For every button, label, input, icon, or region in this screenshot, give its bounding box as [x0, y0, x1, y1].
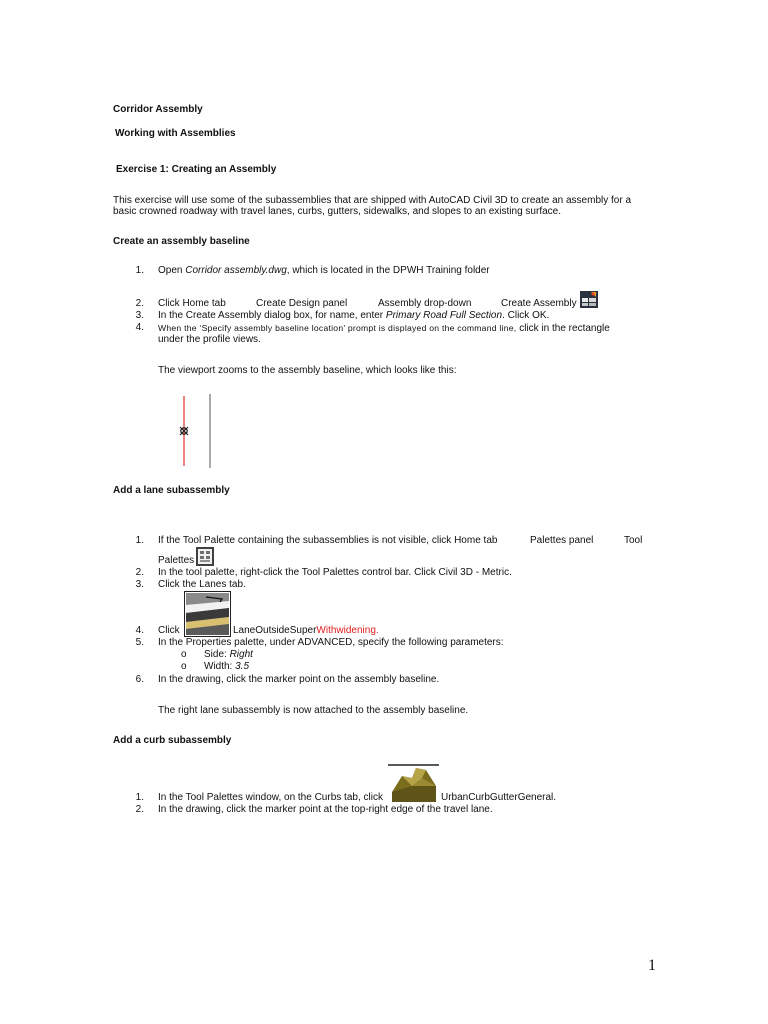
- baseline-marker-icon: [180, 427, 188, 435]
- section-heading-baseline: Create an assembly baseline: [113, 236, 250, 247]
- step-text: In the drawing, click the marker point on the assembly baseline.: [158, 674, 440, 685]
- tool-palettes-icon: [196, 547, 214, 566]
- step-number: 2.: [135, 298, 144, 309]
- param-width: Width: 3.5: [204, 661, 250, 672]
- step-text: Open Corridor assembly.dwg, which is located in the DPWH Training folder: [158, 265, 490, 276]
- step-text: In the Tool Palettes window, on the Curbs tab, click: [158, 792, 383, 803]
- step-number: 6.: [135, 674, 144, 685]
- step-number: 4.: [135, 322, 144, 333]
- step-number: 1.: [135, 535, 144, 546]
- assembly-baseline-figure: [170, 392, 220, 470]
- param-side: Side: Right: [204, 649, 253, 660]
- intro-line-1: This exercise will use some of the subassemblies that are shipped with AutoCAD Civil 3D to create an assembly for a: [113, 195, 632, 206]
- step-text-palettes: Palettes: [158, 555, 195, 566]
- step-text: In the drawing, click the marker point at the top-right edge of the travel lane.: [158, 804, 493, 815]
- note-text: The right lane subassembly is now attached to the assembly baseline.: [158, 705, 469, 716]
- step-text: In the Properties palette, under ADVANCED, specify the following parameters:: [158, 637, 504, 648]
- lane-subassembly-icon: [184, 591, 231, 637]
- step-text-home-tab: Click Home tab: [158, 298, 226, 309]
- intro-line-2: basic crowned roadway with travel lanes, curbs, gutters, sidewalks, and slopes to an existing surface.: [113, 206, 561, 217]
- step-number: 3.: [135, 310, 144, 321]
- step-text-assembly-dropdown: Assembly drop-down: [378, 298, 472, 309]
- document-subtitle: Working with Assemblies: [115, 128, 236, 139]
- page-number: 1: [648, 957, 656, 974]
- exercise-title: Exercise 1: Creating an Assembly: [116, 164, 277, 175]
- step-text-design-panel: Create Design panel: [256, 298, 348, 309]
- curb-subassembly-name: UrbanCurbGutterGeneral.: [441, 792, 557, 803]
- step-text: When the ‘Specify assembly baseline location’ prompt is displayed on the command line, click in the rectangle: [158, 323, 610, 334]
- document-title: Corridor Assembly: [113, 104, 203, 115]
- note-text: The viewport zooms to the assembly baseline, which looks like this:: [158, 365, 457, 376]
- step-number: 4.: [135, 625, 144, 636]
- step-text: If the Tool Palette containing the subassemblies is not visible, click Home tab: [158, 535, 498, 546]
- step-number: 2.: [135, 567, 144, 578]
- step-text: Click the Lanes tab.: [158, 579, 246, 590]
- create-assembly-icon: [580, 291, 598, 308]
- step-number: 5.: [135, 637, 144, 648]
- step-number: 2.: [135, 804, 144, 815]
- lane-subassembly-name: LaneOutsideSuperWithwidening.: [233, 625, 379, 636]
- section-heading-lane: Add a lane subassembly: [113, 485, 230, 496]
- step-text-click: Click: [158, 625, 180, 636]
- step-number: 1.: [135, 265, 144, 276]
- bullet: o: [181, 649, 187, 660]
- step-text: In the Create Assembly dialog box, for name, enter Primary Road Full Section. Click OK.: [158, 310, 550, 321]
- step-number: 3.: [135, 579, 144, 590]
- command-prompt-text: When the ‘Specify assembly baseline location’ prompt is displayed on the command line,: [158, 323, 517, 333]
- step-number: 1.: [135, 792, 144, 803]
- step-text: In the tool palette, right-click the Tool Palettes control bar. Click Civil 3D - Metric.: [158, 567, 512, 578]
- step-text-create-assembly: Create Assembly: [501, 298, 577, 309]
- bullet: o: [181, 661, 187, 672]
- step-text-tool: Tool: [624, 535, 643, 546]
- step-text-continued: under the profile views.: [158, 334, 261, 345]
- step-text-palettes-panel: Palettes panel: [530, 535, 594, 546]
- section-heading-curb: Add a curb subassembly: [113, 735, 232, 746]
- curb-gutter-icon: [388, 764, 440, 804]
